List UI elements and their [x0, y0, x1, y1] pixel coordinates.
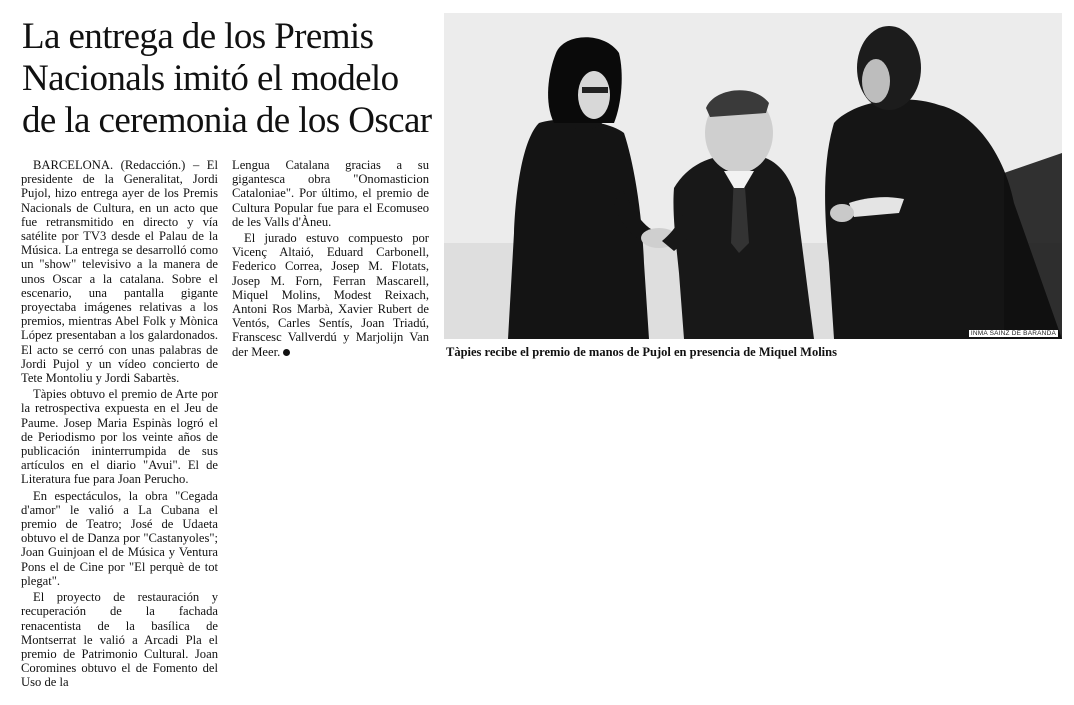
- news-photo: [444, 13, 1062, 339]
- article-column-1: [21, 158, 218, 692]
- photo-illustration: [444, 13, 1062, 339]
- end-mark: [283, 349, 290, 356]
- paragraph: En espectáculos, la obra "Cegada d'amor" le valió a La Cubana el premio de Teatro; José de Udaeta obtuvo el de Danza por "Castanyoles"; Joan Guinjoan el de Música y Ventura Pons el de Cine por "El perquè de tot plegat".: [21, 488, 218, 588]
- photo-credit: INMA SAINZ DE BARANDA: [970, 330, 1056, 337]
- paragraph-text: El jurado estuvo compuesto por Vicenç Altaió, Eduard Carbonell, Federico Correa, Josep M. Flotats, Josep M. Forn, Ferran Mascarell, Miquel Molins, Modest Reixach, Antoni Ros Marbà, Xavier Rubert de Ventós, Carles Sentís, Joan Triadú, Franscesc Vallverdú y Marjolijn Van der Meer.: [232, 231, 429, 359]
- photo-caption: Tàpies recibe el premio de manos de Pujol en presencia de Miquel Molins: [446, 345, 837, 359]
- paragraph: Tàpies obtuvo el premio de Arte por la retrospectiva expuesta en el Jeu de Paume. Josep Maria Espinàs logró el de Periodismo por los veinte años de publicación ininterrumpida de sus artículos en el diario "Avui". El de Literatura fue para Joan Perucho.: [21, 387, 218, 487]
- paragraph: Lengua Catalana gracias a su gigantesca obra "Onomasticion Cataloniae". Por último, el premio de Cultura Popular fue para el Ecomuseo de les Valls d'Àneu.: [232, 158, 429, 229]
- paragraph-last: [232, 231, 429, 359]
- article-column-2: [232, 158, 429, 361]
- headline: La entrega de los Premis Nacionals imitó el modelo de la ceremonia de los Oscar: [22, 16, 432, 141]
- paragraph: El proyecto de restauración y recuperación de la fachada renacentista de la basílica de Montserrat le valió a Arcadi Pla el premio de Patrimonio Cultural. Joan Coromines obtuvo el de Fomento del Uso de la: [21, 590, 218, 690]
- paragraph: BARCELONA. (Redacción.) – El presidente de la Generalitat, Jordi Pujol, hizo entrega ayer de los Premis Nacionals de Cultura, en un acto que fue retransmitido en directo y vía satélite por TV3 desde el Palau de la Música. La entrega se desarrolló como un "show" televisivo a la manera de unos Oscar a la catalana. Sobre el escenario, una pantalla gigante proyectaba imágenes relativas a los premios, mientras Abel Folk y Mònica López presentaban a los galardonados. El acto se cerró con unas palabras de Jordi Pujol y un vídeo concierto de Tete Montoliu y Jordi Sabartès.: [21, 158, 218, 386]
